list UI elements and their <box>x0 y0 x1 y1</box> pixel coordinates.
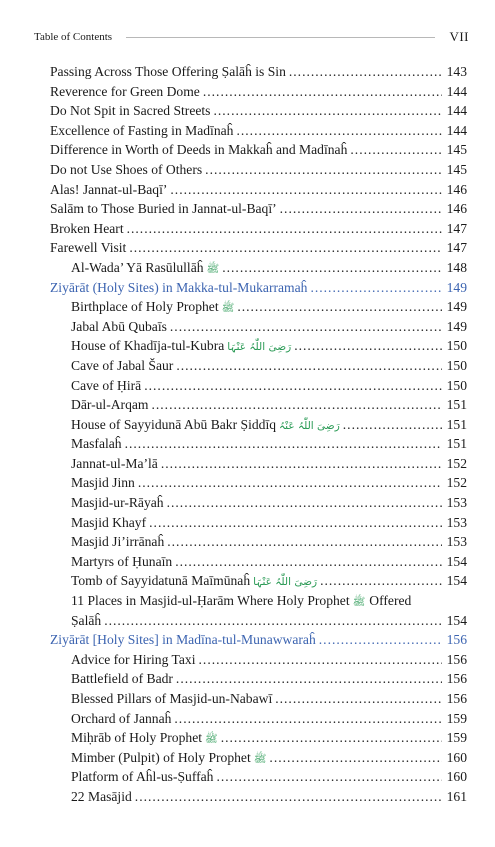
toc-entry-label: Masfalaĥ <box>71 436 122 452</box>
toc-entry[interactable] <box>50 415 467 435</box>
leader-dots <box>127 219 442 239</box>
toc-entry-label: Salām to Those Buried in Jannat-ul-Baqī’ <box>50 201 277 217</box>
leader-dots <box>149 513 442 533</box>
leader-dots <box>205 160 442 180</box>
honorific-glyph: ﷺ <box>206 262 220 275</box>
leader-dots <box>294 336 442 356</box>
leader-dots <box>170 317 442 337</box>
leader-dots <box>319 630 442 650</box>
leader-dots <box>135 787 442 807</box>
toc-entry-label: Cave of Jabal Šaur <box>71 357 174 373</box>
toc-page-number: 161 <box>446 788 467 804</box>
leader-dots <box>269 748 442 768</box>
toc-entry-label: Masjid Jinn <box>71 475 135 491</box>
toc-entry[interactable] <box>50 376 467 396</box>
leader-dots <box>199 650 442 670</box>
toc-entry[interactable] <box>50 513 467 533</box>
toc-entry-label: Mimber (Pulpit) of Holy Prophet <box>71 749 251 765</box>
toc-page-number: 152 <box>446 455 467 471</box>
toc-entry-label: Birthplace of Holy Prophet <box>71 299 219 315</box>
toc-entry-label: Farewell Visit <box>50 240 127 256</box>
toc-entry[interactable] <box>50 180 467 200</box>
leader-dots <box>144 376 442 396</box>
leader-dots <box>167 493 442 513</box>
toc-entry-label: Battlefield of Badr <box>71 671 173 687</box>
honorific-glyph: ﷺ <box>205 733 218 746</box>
toc-entry-label: Masjid Khayf <box>71 514 147 530</box>
toc-page-number: 151 <box>446 436 467 452</box>
toc-page-number: 146 <box>446 181 467 197</box>
toc-entry-label: Tomb of Sayyidatunā Maīmūnaĥ <box>71 573 251 589</box>
toc-page-number: 150 <box>446 377 467 393</box>
toc-entry-label: Dār-ul-Arqam <box>71 397 149 413</box>
leader-dots <box>275 689 442 709</box>
toc-entry[interactable] <box>50 787 467 807</box>
toc-entry[interactable] <box>50 336 467 356</box>
toc-page-number: 159 <box>446 730 467 746</box>
toc-page-number: 150 <box>446 338 467 354</box>
toc-entry-label: 22 Masājid <box>71 788 132 804</box>
toc-entry-label: House of Khadīja-tul-Kubra <box>71 338 225 354</box>
toc-entry-label: 11 Places in Masjid-ul-Ḥarām Where Holy Prophet <box>71 593 350 609</box>
toc-entry-label: Jabal Abū Qubaīs <box>71 318 167 334</box>
toc-page-number: 144 <box>446 103 467 119</box>
leader-dots <box>236 121 442 141</box>
toc-entry-label: Do not Use Shoes of Others <box>50 161 203 177</box>
toc-page-number: 154 <box>446 553 467 569</box>
leader-dots <box>167 532 442 552</box>
honorific-glyph: ﷺ <box>352 596 366 609</box>
toc-entry[interactable] <box>50 728 467 748</box>
toc-entry-label: Orchard of Jannaĥ <box>71 710 172 726</box>
table-of-contents <box>50 62 467 807</box>
toc-page-number: 156 <box>446 632 467 648</box>
toc-entry[interactable] <box>50 62 467 82</box>
toc-page-number: 145 <box>446 161 467 177</box>
toc-entry[interactable] <box>50 493 467 513</box>
leader-dots <box>320 571 442 591</box>
leader-dots <box>138 473 442 493</box>
toc-page-number: 145 <box>446 142 467 158</box>
toc-page-number: 153 <box>446 495 467 511</box>
toc-entry[interactable] <box>50 199 467 219</box>
toc-page-number: 149 <box>446 299 467 315</box>
toc-page-number: 152 <box>446 475 467 491</box>
toc-entry[interactable] <box>50 258 467 278</box>
toc-page-number: 160 <box>446 749 467 765</box>
toc-entry[interactable] <box>50 767 467 787</box>
leader-dots <box>151 395 442 415</box>
toc-page-number: 156 <box>446 651 467 667</box>
toc-entry-label-continued: Offered <box>369 593 412 609</box>
toc-page-number: 144 <box>446 83 467 99</box>
toc-entry[interactable] <box>50 140 467 160</box>
toc-page-number: 150 <box>446 357 467 373</box>
toc-entry[interactable] <box>50 395 467 415</box>
toc-entry[interactable] <box>50 101 467 121</box>
toc-entry[interactable] <box>50 748 467 768</box>
leader-dots <box>280 199 442 219</box>
toc-entry-label: Broken Heart <box>50 220 124 236</box>
leader-dots <box>129 238 442 258</box>
leader-dots <box>125 434 442 454</box>
leader-dots <box>213 101 442 121</box>
toc-entry[interactable] <box>50 571 467 591</box>
leader-dots <box>221 728 442 748</box>
toc-page-number: 153 <box>446 514 467 530</box>
toc-entry-label: Ziyārāt [Holy Sites] in Madīna-tul-Munawwaraĥ <box>50 632 316 648</box>
leader-dots <box>176 356 442 376</box>
toc-entry-label: Al-Wada’ Yā Rasūlullāĥ <box>71 259 204 275</box>
toc-page-number: 154 <box>446 612 467 628</box>
toc-entry-label: Ziyārāt (Holy Sites) in Makka-tul-Mukarramaĥ <box>50 279 308 295</box>
honorific-glyph: ﷺ <box>221 302 235 315</box>
toc-entry[interactable] <box>50 82 467 102</box>
toc-entry-label: Difference in Worth of Deeds in Makkaĥ and Madīnaĥ <box>50 142 348 158</box>
toc-entry[interactable] <box>50 591 467 611</box>
honorific-glyph: رَضِیَ اللّٰہُ عَنْہَا <box>253 576 318 589</box>
toc-section-heading[interactable] <box>50 630 467 650</box>
leader-dots <box>289 62 442 82</box>
toc-entry[interactable] <box>50 473 467 493</box>
toc-entry-label: Advice for Hiring Taxi <box>71 651 196 667</box>
leader-dots <box>237 297 442 317</box>
toc-entry-label: House of Sayyidunā Abū Bakr Ṣiddīq <box>71 416 277 432</box>
toc-page-number: 160 <box>446 769 467 785</box>
header-page-number: VII <box>449 29 469 44</box>
leader-dots <box>350 140 442 160</box>
leader-dots <box>174 709 442 729</box>
toc-entry-label: Do Not Spit in Sacred Streets <box>50 103 211 119</box>
leader-dots <box>343 415 442 435</box>
toc-page-number: 147 <box>446 220 467 236</box>
leader-dots <box>161 454 442 474</box>
toc-entry[interactable] <box>50 356 467 376</box>
toc-entry[interactable] <box>50 709 467 729</box>
toc-entry[interactable] <box>50 689 467 709</box>
toc-page-number: 147 <box>446 240 467 256</box>
header-title: Table of Contents <box>34 31 113 43</box>
toc-entry[interactable] <box>50 121 467 141</box>
toc-page-number: 151 <box>446 416 467 432</box>
toc-entry[interactable] <box>50 238 467 258</box>
toc-page-number: 149 <box>446 318 467 334</box>
toc-entry-label: Miḥrāb of Holy Prophet <box>71 730 203 746</box>
toc-entry[interactable] <box>50 297 467 317</box>
honorific-glyph: رَضِیَ اللّٰہُ عَنْہُ <box>279 419 340 432</box>
toc-entry-label: Masjid Ji’irrānaĥ <box>71 534 165 550</box>
toc-page-number: 144 <box>446 122 467 138</box>
toc-page-number: 156 <box>446 671 467 687</box>
toc-page-number: 151 <box>446 397 467 413</box>
toc-page-number: 149 <box>446 279 467 295</box>
header-rule <box>126 37 435 38</box>
toc-entry[interactable] <box>50 532 467 552</box>
toc-entry[interactable] <box>50 317 467 337</box>
running-header <box>34 26 469 48</box>
toc-page-number: 148 <box>446 259 467 275</box>
toc-entry-label: Alas! Jannat-ul-Baqī’ <box>50 181 168 197</box>
toc-entry-label: Jannat-ul-Ma’lā <box>71 455 158 471</box>
toc-page-number: 146 <box>446 201 467 217</box>
toc-entry-label: Platform of Aĥl-us-Ṣuffaĥ <box>71 769 214 785</box>
leader-dots <box>222 258 442 278</box>
toc-entry-label: Masjid-ur-Rāyaĥ <box>71 495 164 511</box>
honorific-glyph: رَضِیَ اللّٰہُ عَنْہَا <box>227 341 292 354</box>
toc-entry[interactable] <box>50 160 467 180</box>
toc-page-number: 153 <box>446 534 467 550</box>
leader-dots <box>175 552 442 572</box>
toc-entry[interactable] <box>50 650 467 670</box>
honorific-glyph: ﷺ <box>253 752 267 765</box>
toc-entry[interactable] <box>50 219 467 239</box>
toc-entry-label: Passing Across Those Offering Ṣalāĥ is Sin <box>50 64 286 79</box>
toc-page-number: 156 <box>446 691 467 706</box>
toc-entry-label: Ṣalāĥ <box>71 612 102 628</box>
toc-page-number: 159 <box>446 710 467 726</box>
toc-page-number: 154 <box>446 573 467 589</box>
leader-dots <box>310 278 442 298</box>
toc-entry[interactable] <box>50 611 467 631</box>
toc-entry-label: Cave of Ḥirā <box>71 377 142 393</box>
leader-dots <box>203 82 442 102</box>
toc-entry[interactable] <box>50 454 467 474</box>
leader-dots <box>104 611 442 631</box>
toc-entry[interactable] <box>50 669 467 689</box>
toc-section-heading[interactable] <box>50 278 467 298</box>
toc-entry[interactable] <box>50 552 467 572</box>
leader-dots <box>176 669 442 689</box>
leader-dots <box>170 180 442 200</box>
toc-entry-label: Reverence for Green Dome <box>50 83 200 99</box>
toc-entry-label: Excellence of Fasting in Madīnaĥ <box>50 122 234 138</box>
leader-dots <box>216 767 442 787</box>
toc-entry[interactable] <box>50 434 467 454</box>
toc-entry-label: Martyrs of Ḥunaīn <box>71 553 173 569</box>
toc-entry-label: Blessed Pillars of Masjid-un-Nabawī <box>71 691 273 706</box>
toc-page-number: 143 <box>446 64 467 79</box>
